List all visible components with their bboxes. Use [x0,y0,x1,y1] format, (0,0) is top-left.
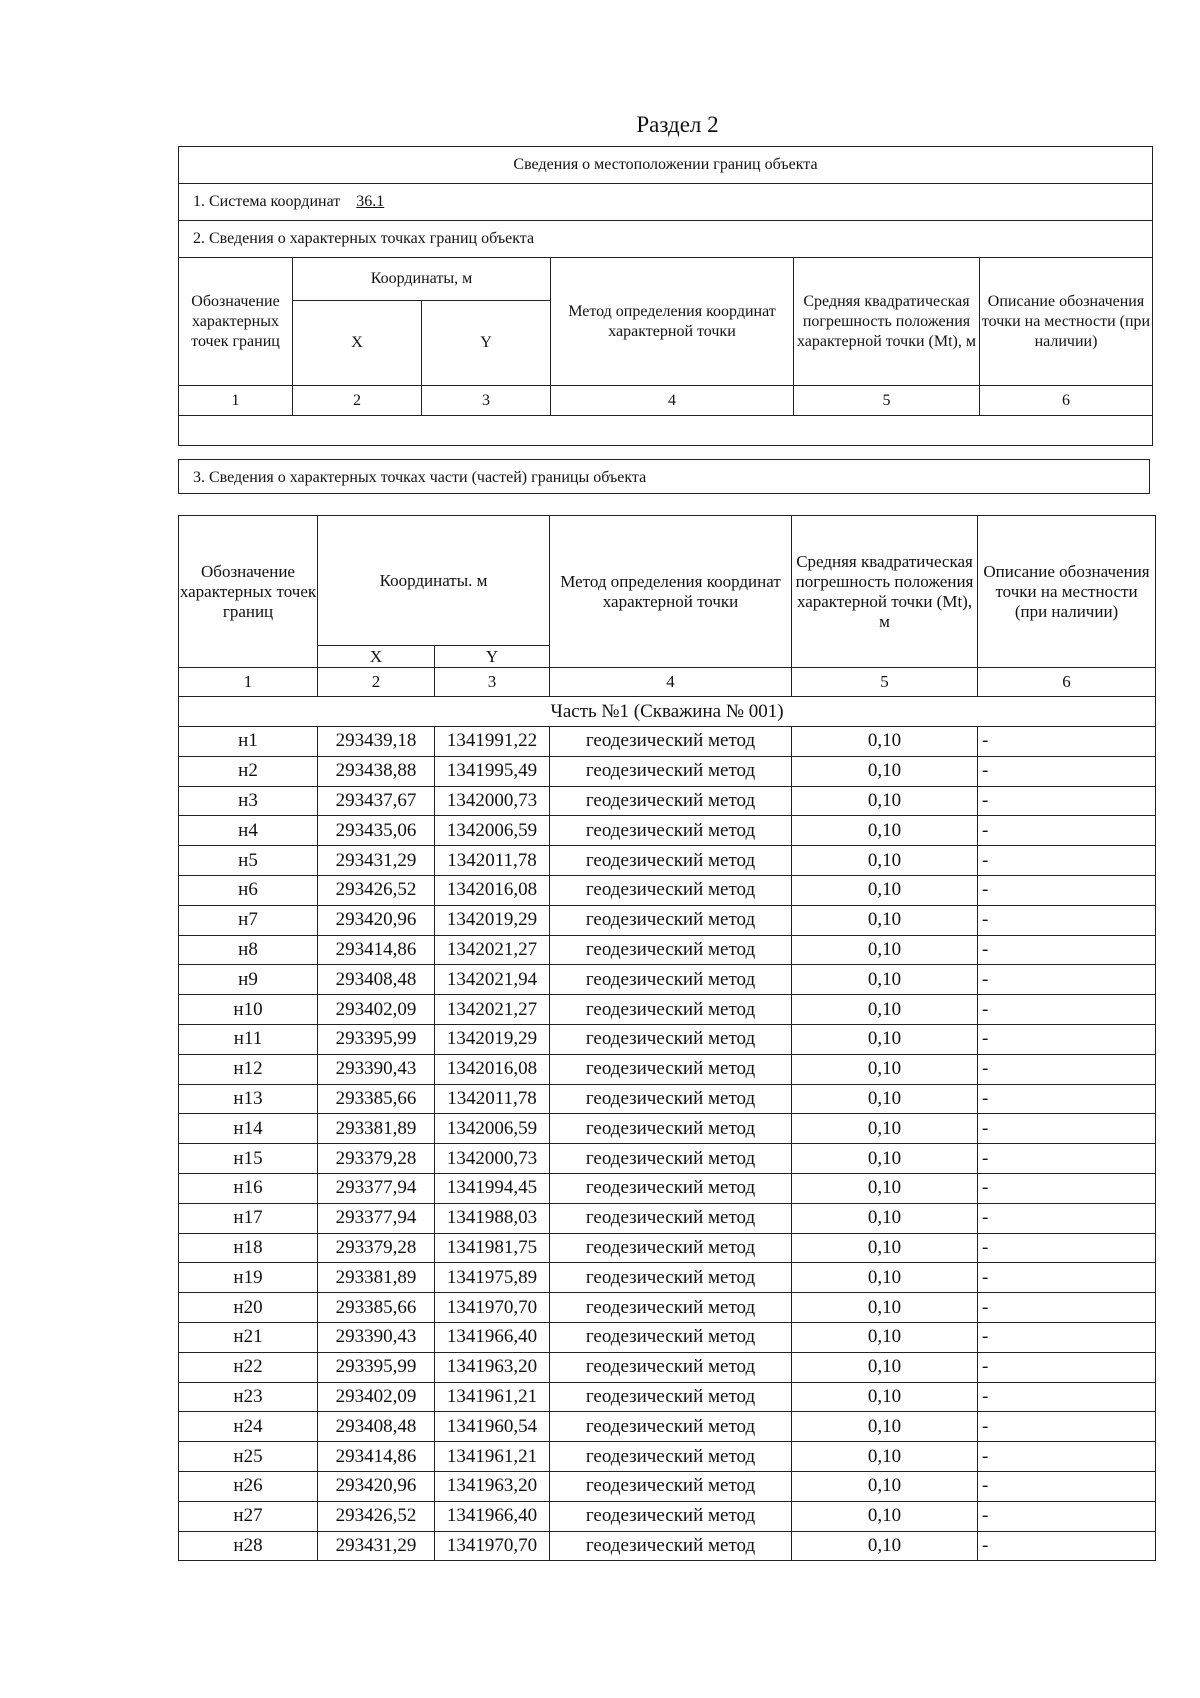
table-row [179,727,1156,757]
page-title: Раздел 2 [636,112,719,137]
point-x: 293390,43 [318,1322,435,1352]
point-y: 1342000,73 [435,1144,550,1174]
point-method: геодезический метод [550,1501,792,1531]
point-error: 0,10 [792,1531,978,1561]
point-error: 0,10 [792,1173,978,1203]
point-x: 293431,29 [318,846,435,876]
point-error: 0,10 [792,965,978,995]
header-y: Y [435,646,550,668]
table-row [179,1114,1156,1144]
point-id: н28 [179,1531,318,1561]
point-error: 0,10 [792,786,978,816]
point-y: 1341970,70 [435,1531,550,1561]
point-error: 0,10 [792,1054,978,1084]
col-number: 6 [980,386,1153,416]
table-row [179,1352,1156,1382]
point-error: 0,10 [792,1501,978,1531]
col-number: 1 [179,386,293,416]
point-id: н17 [179,1203,318,1233]
point-method: геодезический метод [550,1084,792,1114]
header-y: Y [422,301,551,386]
table-row [179,1054,1156,1084]
point-x: 293426,52 [318,875,435,905]
header-designation: Обозначение характерных точек границ [179,258,293,386]
table-row [179,1024,1156,1054]
point-y: 1342011,78 [435,1084,550,1114]
point-y: 1341963,20 [435,1471,550,1501]
point-x: 293435,06 [318,816,435,846]
object-boundaries-table [178,146,1153,446]
point-x: 293439,18 [318,727,435,757]
header-coords: Координаты, м [293,258,551,301]
table-row [179,1471,1156,1501]
point-y: 1342016,08 [435,1054,550,1084]
point-method: геодезический метод [550,1144,792,1174]
point-error: 0,10 [792,846,978,876]
point-method: геодезический метод [550,1114,792,1144]
point-id: н6 [179,875,318,905]
point-id: н20 [179,1293,318,1323]
point-y: 1342019,29 [435,905,550,935]
point-description: - [978,1501,1156,1531]
point-error: 0,10 [792,1233,978,1263]
col-number: 2 [318,668,435,697]
table-row [179,995,1156,1025]
point-y: 1341966,40 [435,1322,550,1352]
point-error: 0,10 [792,1024,978,1054]
point-y: 1342021,27 [435,935,550,965]
point-description: - [978,846,1156,876]
header-description: Описание обозначения точки на местности (при наличии) [978,516,1156,668]
coord-system-label: 1. Система координат [193,193,341,210]
point-id: н19 [179,1263,318,1293]
point-id: н7 [179,905,318,935]
point-error: 0,10 [792,1144,978,1174]
point-method: геодезический метод [550,1412,792,1442]
point-id: н26 [179,1471,318,1501]
point-description: - [978,1442,1156,1472]
point-description: - [978,1173,1156,1203]
point-description: - [978,995,1156,1025]
point-x: 293379,28 [318,1144,435,1174]
header-error: Средняя квадратическая погрешность положения характерной точки (Mt), м [792,516,978,668]
point-x: 293385,66 [318,1293,435,1323]
point-method: геодезический метод [550,995,792,1025]
header-coords: Координаты. м [318,516,550,646]
header-error: Средняя квадратическая погрешность положения характерной точки (Mt), м [794,258,980,386]
section-header: Сведения о местоположении границ объекта [179,147,1153,184]
point-id: н16 [179,1173,318,1203]
point-y: 1341963,20 [435,1352,550,1382]
point-error: 0,10 [792,727,978,757]
point-x: 293408,48 [318,1412,435,1442]
header-x: X [318,646,435,668]
point-error: 0,10 [792,1263,978,1293]
point-error: 0,10 [792,935,978,965]
col-number: 3 [435,668,550,697]
empty-row [179,416,1153,446]
col-number: 3 [422,386,551,416]
table-row [179,1203,1156,1233]
point-id: н22 [179,1352,318,1382]
point-x: 293385,66 [318,1084,435,1114]
point-method: геодезический метод [550,1203,792,1233]
point-id: н11 [179,1024,318,1054]
points-rows [179,727,1156,1561]
part-points-table [178,515,1156,1561]
point-method: геодезический метод [550,1293,792,1323]
point-method: геодезический метод [550,1054,792,1084]
point-x: 293431,29 [318,1531,435,1561]
point-description: - [978,905,1156,935]
table-row [179,846,1156,876]
point-description: - [978,965,1156,995]
table-row [179,1412,1156,1442]
point-method: геодезический метод [550,935,792,965]
point-y: 1342016,08 [435,875,550,905]
point-id: н23 [179,1382,318,1412]
table-row [179,1084,1156,1114]
part-heading: Часть №1 (Скважина № 001) [179,697,1156,727]
point-method: геодезический метод [550,816,792,846]
point-x: 293420,96 [318,1471,435,1501]
table-row [179,1501,1156,1531]
point-x: 293377,94 [318,1173,435,1203]
point-y: 1341961,21 [435,1382,550,1412]
point-x: 293402,09 [318,1382,435,1412]
point-method: геодезический метод [550,1173,792,1203]
point-description: - [978,1471,1156,1501]
point-id: н2 [179,756,318,786]
point-method: геодезический метод [550,1531,792,1561]
point-id: н25 [179,1442,318,1472]
point-method: геодезический метод [550,846,792,876]
coord-system-row [179,184,1153,221]
point-x: 293381,89 [318,1263,435,1293]
table-row [179,1442,1156,1472]
point-y: 1342000,73 [435,786,550,816]
table-row [179,756,1156,786]
point-description: - [978,1054,1156,1084]
point-y: 1341991,22 [435,727,550,757]
point-method: геодезический метод [550,1233,792,1263]
point-id: н8 [179,935,318,965]
point-x: 293414,86 [318,1442,435,1472]
point-y: 1342021,94 [435,965,550,995]
point-x: 293437,67 [318,786,435,816]
point-x: 293381,89 [318,1114,435,1144]
point-error: 0,10 [792,1442,978,1472]
point-method: геодезический метод [550,905,792,935]
point-x: 293377,94 [318,1203,435,1233]
header-method: Метод определения координат характерной точки [550,516,792,668]
point-error: 0,10 [792,756,978,786]
point-error: 0,10 [792,816,978,846]
part3-title: 3. Сведения о характерных точках части (частей) границы объекта [178,459,1150,494]
point-description: - [978,1144,1156,1174]
part2-title: 2. Сведения о характерных точках границ объекта [179,221,1153,258]
col-number: 4 [550,668,792,697]
point-method: геодезический метод [550,1442,792,1472]
point-error: 0,10 [792,1114,978,1144]
point-description: - [978,816,1156,846]
point-description: - [978,1233,1156,1263]
col-number: 5 [792,668,978,697]
point-error: 0,10 [792,1382,978,1412]
point-y: 1342011,78 [435,846,550,876]
point-id: н1 [179,727,318,757]
point-x: 293395,99 [318,1352,435,1382]
point-description: - [978,756,1156,786]
point-y: 1342006,59 [435,1114,550,1144]
point-id: н18 [179,1233,318,1263]
point-method: геодезический метод [550,1024,792,1054]
point-y: 1341960,54 [435,1412,550,1442]
point-error: 0,10 [792,1322,978,1352]
point-id: н14 [179,1114,318,1144]
point-y: 1341988,03 [435,1203,550,1233]
table-row [179,786,1156,816]
point-method: геодезический метод [550,1263,792,1293]
point-x: 293390,43 [318,1054,435,1084]
point-x: 293414,86 [318,935,435,965]
point-x: 293379,28 [318,1233,435,1263]
point-description: - [978,1412,1156,1442]
point-description: - [978,1024,1156,1054]
col-number: 2 [293,386,422,416]
point-error: 0,10 [792,1471,978,1501]
header-description: Описание обозначения точки на местности (при наличии) [980,258,1153,386]
table-row [179,1173,1156,1203]
point-x: 293426,52 [318,1501,435,1531]
point-method: геодезический метод [550,756,792,786]
point-error: 0,10 [792,875,978,905]
point-description: - [978,875,1156,905]
table-row [179,965,1156,995]
point-y: 1342006,59 [435,816,550,846]
point-description: - [978,1263,1156,1293]
point-id: н12 [179,1054,318,1084]
header-x: X [293,301,422,386]
point-error: 0,10 [792,1352,978,1382]
table-row [179,1293,1156,1323]
point-x: 293438,88 [318,756,435,786]
point-method: геодезический метод [550,1322,792,1352]
point-error: 0,10 [792,995,978,1025]
col-number: 4 [551,386,794,416]
point-y: 1342021,27 [435,995,550,1025]
table-row [179,935,1156,965]
point-id: н3 [179,786,318,816]
point-y: 1341994,45 [435,1173,550,1203]
point-id: н27 [179,1501,318,1531]
point-method: геодезический метод [550,786,792,816]
point-description: - [978,1293,1156,1323]
point-description: - [978,1352,1156,1382]
point-method: геодезический метод [550,1382,792,1412]
header-method: Метод определения координат характерной точки [551,258,794,386]
point-y: 1341975,89 [435,1263,550,1293]
table-row [179,875,1156,905]
point-description: - [978,1084,1156,1114]
point-description: - [978,1322,1156,1352]
col-number: 1 [179,668,318,697]
point-id: н9 [179,965,318,995]
point-description: - [978,1531,1156,1561]
point-id: н5 [179,846,318,876]
point-id: н24 [179,1412,318,1442]
table-row [179,1233,1156,1263]
table-row [179,1322,1156,1352]
point-description: - [978,727,1156,757]
point-error: 0,10 [792,1084,978,1114]
point-method: геодезический метод [550,965,792,995]
point-id: н15 [179,1144,318,1174]
point-description: - [978,935,1156,965]
point-y: 1342019,29 [435,1024,550,1054]
point-x: 293402,09 [318,995,435,1025]
point-y: 1341966,40 [435,1501,550,1531]
point-id: н10 [179,995,318,1025]
point-method: геодезический метод [550,1352,792,1382]
point-x: 293408,48 [318,965,435,995]
point-error: 0,10 [792,905,978,935]
point-description: - [978,786,1156,816]
point-method: геодезический метод [550,727,792,757]
point-id: н21 [179,1322,318,1352]
table-row [179,816,1156,846]
col-number: 5 [794,386,980,416]
point-id: н13 [179,1084,318,1114]
point-y: 1341995,49 [435,756,550,786]
point-y: 1341961,21 [435,1442,550,1472]
table-row [179,1382,1156,1412]
point-method: геодезический метод [550,1471,792,1501]
point-y: 1341970,70 [435,1293,550,1323]
point-error: 0,10 [792,1203,978,1233]
point-y: 1341981,75 [435,1233,550,1263]
point-description: - [978,1203,1156,1233]
header-designation: Обозначение характерных точек границ [179,516,318,668]
point-description: - [978,1382,1156,1412]
point-description: - [978,1114,1156,1144]
point-error: 0,10 [792,1293,978,1323]
coord-system-value: 36.1 [356,193,385,210]
point-x: 293395,99 [318,1024,435,1054]
col-number: 6 [978,668,1156,697]
point-id: н4 [179,816,318,846]
table-row [179,905,1156,935]
table-row [179,1263,1156,1293]
point-error: 0,10 [792,1412,978,1442]
point-x: 293420,96 [318,905,435,935]
point-method: геодезический метод [550,875,792,905]
table-row [179,1531,1156,1561]
table-row [179,1144,1156,1174]
